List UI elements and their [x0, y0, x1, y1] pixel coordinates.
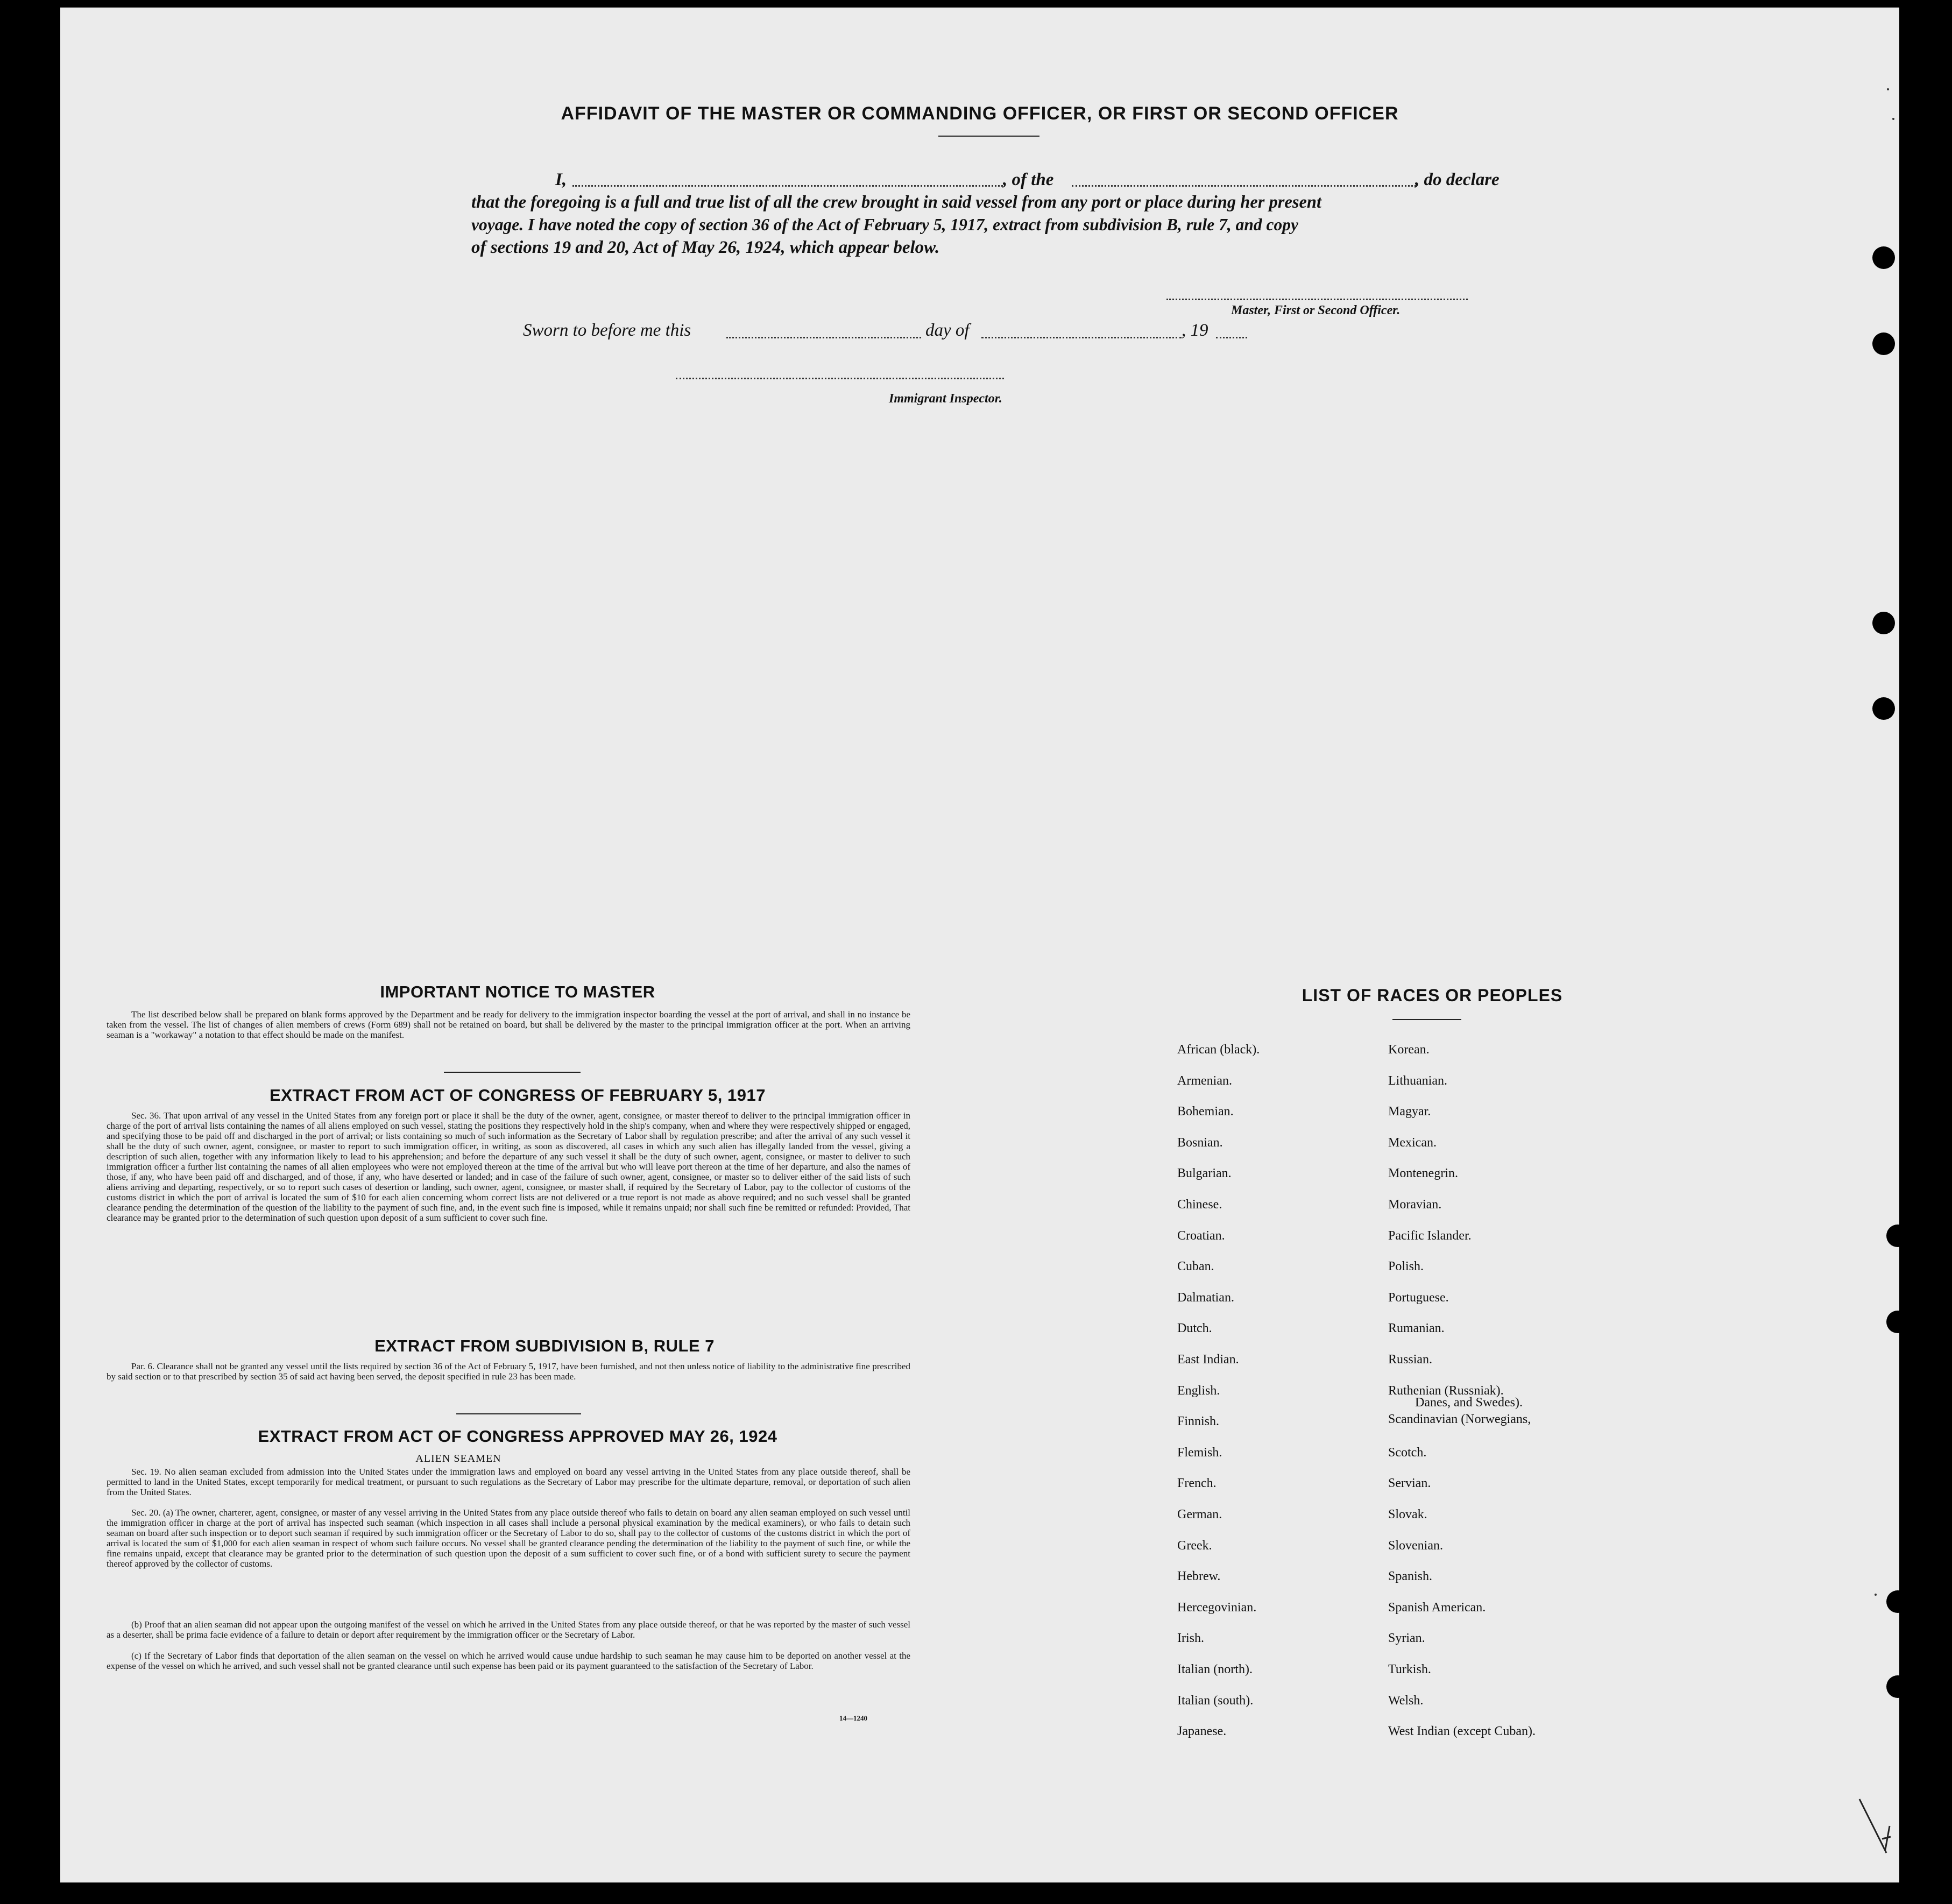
race-item: French.: [1177, 1476, 1217, 1491]
document-page: [60, 8, 1899, 1882]
race-item: Chinese.: [1177, 1198, 1222, 1212]
race-item: Italian (south).: [1177, 1693, 1254, 1708]
race-item: Bulgarian.: [1177, 1166, 1232, 1181]
race-item: Scotch.: [1388, 1445, 1427, 1460]
race-item: Danes, and Swedes).: [1415, 1395, 1523, 1410]
race-item: Turkish.: [1388, 1662, 1431, 1676]
race-item: Syrian.: [1388, 1631, 1425, 1646]
punch-hole-icon: [1886, 1224, 1899, 1247]
race-item: Ruthenian (Russniak).: [1388, 1383, 1504, 1398]
race-item: Japanese.: [1177, 1724, 1227, 1739]
race-item: African (black).: [1177, 1043, 1260, 1057]
notice-text: The list described below shall be prepared on blank forms approved by the Department and be ready for delivery to the immigration inspector boarding the vessel at the port of arrival, and shall in no instance be taken from the vessel. The list of changes of alien members of crews (Form 689) shall not be retained on board, but shall be delivered by the master to the principal immigration officer at the port. When an arriving seaman is a "workaway" a notation to that effect should be made on the manifest.: [107, 1009, 910, 1040]
race-item: Lithuanian.: [1388, 1073, 1447, 1088]
race-item: Welsh.: [1388, 1693, 1424, 1708]
race-item: Scandinavian (Norwegians,: [1388, 1412, 1531, 1427]
race-item: Finnish.: [1177, 1414, 1220, 1429]
sworn-year-blank: [1216, 337, 1247, 338]
race-item: Hebrew.: [1177, 1569, 1221, 1584]
race-item: Dalmatian.: [1177, 1290, 1234, 1305]
sworn-day-blank: [726, 337, 921, 338]
punch-hole-icon: [1886, 1675, 1899, 1698]
race-item: Armenian.: [1177, 1073, 1232, 1088]
race-item: Servian.: [1388, 1476, 1431, 1491]
race-item: Greek.: [1177, 1538, 1212, 1553]
race-item: Cuban.: [1177, 1259, 1214, 1274]
race-item: Croatian.: [1177, 1228, 1225, 1243]
race-item: Spanish.: [1388, 1569, 1433, 1584]
sworn-month-blank: [981, 337, 1182, 338]
punch-hole-icon: [1872, 246, 1895, 269]
affidavit-title: AFFIDAVIT OF THE MASTER OR COMMANDING OFFICER, OR FIRST OR SECOND OFFICER: [561, 103, 1399, 124]
sworn-suffix: , 19: [1182, 321, 1208, 340]
affidavit-line-1-middle: , of the: [1003, 170, 1054, 189]
rule7-text: Par. 6. Clearance shall not be granted any vessel until the lists required by section 36 of the Act of February 5, 1917, have been furnished, and not then unless notice of liability to the administrative fine prescribed by said section or to that prescribed by section 35 of said act having been served, the deposit specified in rule 23 has been made.: [107, 1361, 910, 1382]
race-item: East Indian.: [1177, 1353, 1239, 1367]
speck-mark: [1887, 88, 1889, 90]
race-item: Polish.: [1388, 1259, 1424, 1274]
punch-hole-icon: [1886, 1590, 1899, 1613]
sworn-prefix: Sworn to before me this: [523, 321, 691, 340]
affidavit-line-3: voyage. I have noted the copy of section 36 of the Act of February 5, 1917, extract from subdivision B, rule 7, and copy: [471, 215, 1298, 234]
punch-hole-icon: [1872, 697, 1895, 720]
rule7-divider: [456, 1413, 581, 1414]
master-signature-line: [1166, 299, 1468, 300]
notice-divider: [444, 1072, 581, 1073]
race-item: Flemish.: [1177, 1445, 1222, 1460]
race-item: Slovenian.: [1388, 1538, 1443, 1553]
race-item: Dutch.: [1177, 1321, 1212, 1336]
affidavit-line-4: of sections 19 and 20, Act of May 26, 1924, which appear below.: [471, 238, 940, 257]
sec19-text: Sec. 19. No alien seaman excluded from admission into the United States under the immigration laws and employed on board any vessel arriving in the United States from any place outside thereof, shall be permitted to land in the United States, except temporarily for medical treatment, or pursuant to such regulations as the Secretary of Labor may prescribe for the ultimate departure, removal, or deportation of such alien from the United States.: [107, 1467, 910, 1497]
race-item: Mexican.: [1388, 1135, 1437, 1150]
race-item: Slovak.: [1388, 1507, 1427, 1521]
race-item: Spanish American.: [1388, 1600, 1486, 1615]
inspector-signature-line: [676, 378, 1004, 379]
vessel-blank: [1072, 185, 1416, 187]
name-blank: [572, 185, 1003, 187]
races-divider: [1392, 1019, 1461, 1020]
race-item: Montenegrin.: [1388, 1166, 1458, 1181]
races-title: LIST OF RACES OR PEOPLES: [1302, 986, 1563, 1005]
sec20a-text: Sec. 20. (a) The owner, charterer, agent, consignee, or master of any vessel arriving in the United States from any place outside thereof who fails to detain on board any alien seaman employed on such vessel until the immigration officer in charge at the port of arrival has inspected such seaman (which inspection in all cases shall include a personal physical examination by the medical examiners), or who fails to detain such seaman on board after such inspection or to deport such seaman if required by such immigration officer or the Secretary of Labor to do so, shall pay to the collector of customs of the customs district in which the port of arrival is located the sum of $1,000 for each alien seaman in respect of whom such failure occurs. No vessel shall be granted clearance pending the determination of the liability to the payment of such fine, or while the fine remains unpaid, except that clearance may be granted prior to the determination of such question upon the deposit of a sum sufficient to cover such fine, or of a bond with sufficient surety to secure the payment thereof approved by the collector of customs.: [107, 1507, 910, 1569]
race-item: Pacific Islander.: [1388, 1228, 1472, 1243]
extract-1917-text: Sec. 36. That upon arrival of any vessel in the United States from any foreign port or place it shall be the duty of the owner, agent, consignee, or master thereof to deliver to the principal immigration officer in charge of the port of arrival lists containing the names of all aliens employed on such vessel, stating the positions they respectively hold in the ship's company, when and where they were respectively shipped or engaged, and specifying those to be paid off and discharged in the port of arrival; or lists containing so much of such information as the Secretary of Labor shall by regulation prescribe; and after the arrival of any such vessel it shall be the duty of such owner, agent, consignee, or master to report to such immigration officer, in writing, as soon as discovered, all cases in which any such alien has illegally landed from the vessel, giving a description of such alien, together with any information likely to lead to his apprehension; and before the departure of any such vessel it shall be the duty of such owner, agent, consignee, or master to deliver to such immigration officer a further list containing the names of all alien employees who were not employed thereon at the time of the arrival but who will leave port thereon at the time of her departure, and also the names of those, if any, who have been paid off and discharged, and of those, if any, who have deserted or landed; and in case of the failure of such owner, agent, consignee, or master so to deliver either of the said lists of such aliens arriving and departing, respectively, or so to report such cases of desertion or landing, such owner, agent, consignee, or master shall, if required by the Secretary of Labor, pay to the collector of customs of the customs district in which the port of arrival is located the sum of $10 for each alien concerning whom correct lists are not delivered or a true report is not made as above required; and no such vessel shall be granted clearance pending the determination of the question of the liability to the payment of such fine, and, in the event such fine is imposed, while it remains unpaid; nor shall such fine be remitted or refunded: Provided, That clearance may be granted prior to the determination of such question upon deposit of a sum sufficient to cover such fine.: [107, 1110, 910, 1223]
race-item: Irish.: [1177, 1631, 1204, 1646]
punch-hole-icon: [1872, 612, 1895, 634]
speck-mark: [1875, 1594, 1877, 1596]
form-number: 14—1240: [839, 1714, 867, 1722]
rule7-title: EXTRACT FROM SUBDIVISION B, RULE 7: [374, 1336, 715, 1355]
race-item: Italian (north).: [1177, 1662, 1253, 1676]
affidavit-line-2: that the foregoing is a full and true list of all the crew brought in said vessel from any port or place during her present: [471, 193, 1322, 212]
race-item: Rumanian.: [1388, 1321, 1445, 1336]
race-item: German.: [1177, 1507, 1222, 1521]
race-item: Russian.: [1388, 1353, 1433, 1367]
margin-h-mark: [1852, 1794, 1899, 1869]
notice-title: IMPORTANT NOTICE TO MASTER: [380, 982, 655, 1001]
race-item: Magyar.: [1388, 1105, 1431, 1119]
extract-1924-title: EXTRACT FROM ACT OF CONGRESS APPROVED MAY 26, 1924: [258, 1427, 777, 1446]
race-item: Portuguese.: [1388, 1290, 1449, 1305]
alien-seamen-subtitle: ALIEN SEAMEN: [415, 1453, 501, 1464]
extract-1917-title: EXTRACT FROM ACT OF CONGRESS OF FEBRUARY 5, 1917: [270, 1086, 766, 1105]
punch-hole-icon: [1886, 1311, 1899, 1333]
sec20c-text: (c) If the Secretary of Labor finds that deportation of the alien seaman on the vessel on which he arrived would cause undue hardship to such seaman he may cause him to be deported on another vessel at the expense of the vessel on which he arrived, and such vessel shall not be granted clearance until such expense has been paid or its payment guaranteed to the satisfaction of the Secretary of Labor.: [107, 1651, 910, 1671]
race-item: Bohemian.: [1177, 1105, 1234, 1119]
affidavit-line-1-suffix: , do declare: [1415, 170, 1500, 189]
race-item: Hercegovinian.: [1177, 1600, 1257, 1615]
race-item: Moravian.: [1388, 1198, 1442, 1212]
affidavit-line-1-prefix: I,: [555, 170, 567, 189]
sec20b-text: (b) Proof that an alien seaman did not appear upon the outgoing manifest of the vessel on which he arrived in the United States from any place outside thereof, or that he was reported by the master of such vessel as a deserter, shall be prima facie evidence of a failure to detain or deport after requirement by the immigration officer or the Secretary of Labor.: [107, 1619, 910, 1640]
punch-hole-icon: [1872, 332, 1895, 355]
inspector-signature-label: Immigrant Inspector.: [889, 392, 1002, 406]
race-item: Bosnian.: [1177, 1135, 1223, 1150]
race-item: Korean.: [1388, 1043, 1430, 1057]
master-signature-label: Master, First or Second Officer.: [1231, 303, 1401, 317]
race-item: West Indian (except Cuban).: [1388, 1724, 1536, 1739]
title-divider: [938, 136, 1039, 137]
sworn-middle: day of: [925, 321, 970, 340]
race-item: English.: [1177, 1383, 1220, 1398]
